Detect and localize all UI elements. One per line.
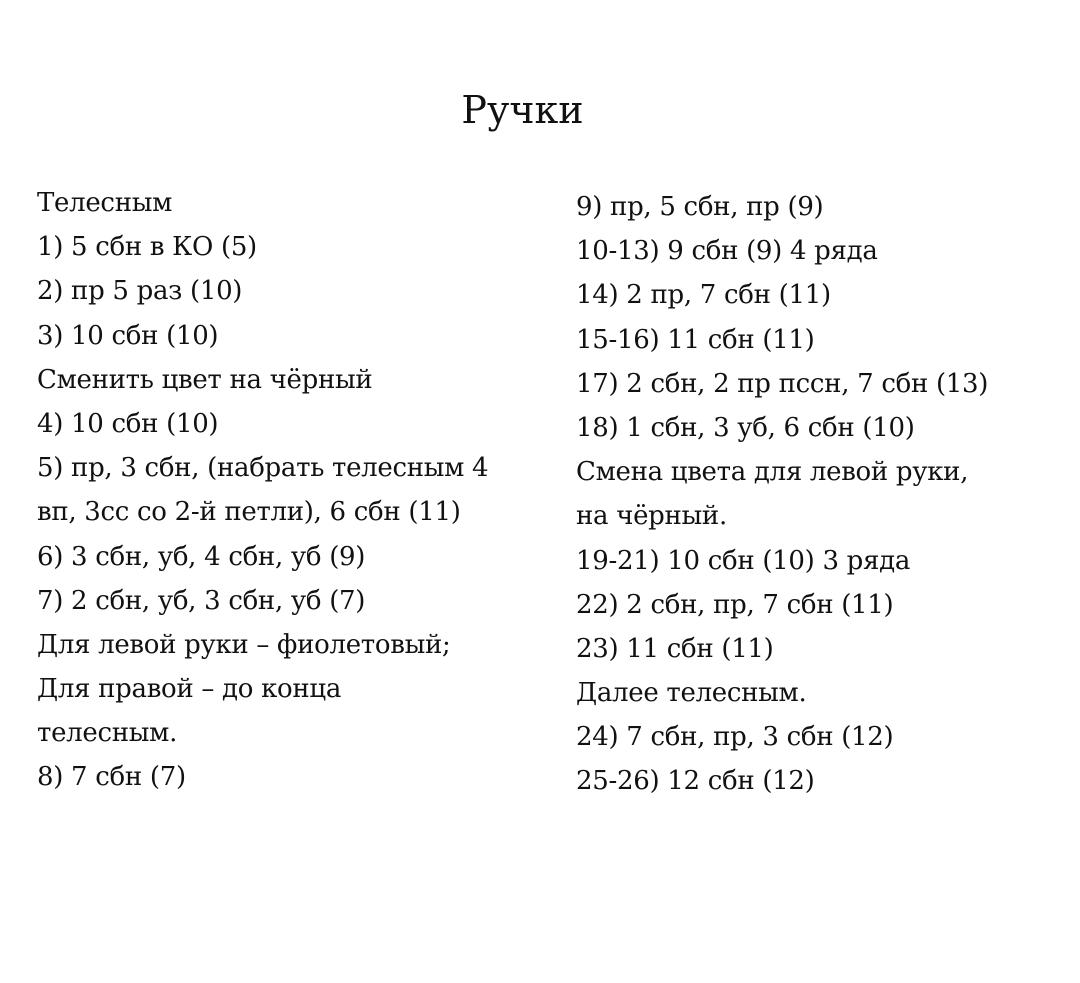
pattern-line: 18) 1 сбн, 3 уб, 6 сбн (10) [576,412,915,443]
pattern-line: Далее телесным. [576,678,807,709]
pattern-line: 1) 5 сбн в КО (5) [37,232,257,263]
pattern-line: Смена цвета для левой руки, [576,457,969,488]
pattern-line: вп, 3сс со 2-й петли), 6 сбн (11) [37,497,461,528]
pattern-line: 6) 3 сбн, уб, 4 сбн, уб (9) [37,541,366,572]
pattern-line: 14) 2 пр, 7 сбн (11) [576,280,831,311]
pattern-line: Телесным [37,188,173,218]
pattern-line: 19-21) 10 сбн (10) 3 ряда [576,545,911,576]
pattern-line: 10-13) 9 сбн (9) 4 ряда [576,236,878,267]
page-title: Ручки [461,88,584,132]
pattern-line: 2) пр 5 раз (10) [37,276,243,307]
pattern-line: 15-16) 11 сбн (11) [576,324,815,355]
pattern-line: 3) 10 сбн (10) [37,320,219,351]
pattern-line: 22) 2 сбн, пр, 7 сбн (11) [576,589,894,620]
pattern-line: 25-26) 12 сбн (12) [576,766,815,797]
pattern-line: Для левой руки – фиолетовый; [37,629,451,660]
right-column [576,185,1056,804]
pattern-line: 17) 2 сбн, 2 пр пссн, 7 сбн (13) [576,368,989,399]
pattern-line: Сменить цвет на чёрный [37,364,373,395]
pattern-line: 8) 7 сбн (7) [37,762,186,793]
pattern-line: 5) пр, 3 сбн, (набрать телесным 4 [37,453,489,484]
pattern-line: 23) 11 сбн (11) [576,633,774,664]
pattern-line: на чёрный. [576,501,727,532]
pattern-line: 9) пр, 5 сбн, пр (9) [576,192,824,222]
pattern-line: Для правой – до конца [37,674,342,705]
pattern-line: 24) 7 сбн, пр, 3 сбн (12) [576,722,894,753]
pattern-line: 7) 2 сбн, уб, 3 сбн, уб (7) [37,585,366,616]
left-column [37,181,567,800]
pattern-line: 4) 10 сбн (10) [37,408,219,439]
pattern-line: телесным. [37,718,178,749]
